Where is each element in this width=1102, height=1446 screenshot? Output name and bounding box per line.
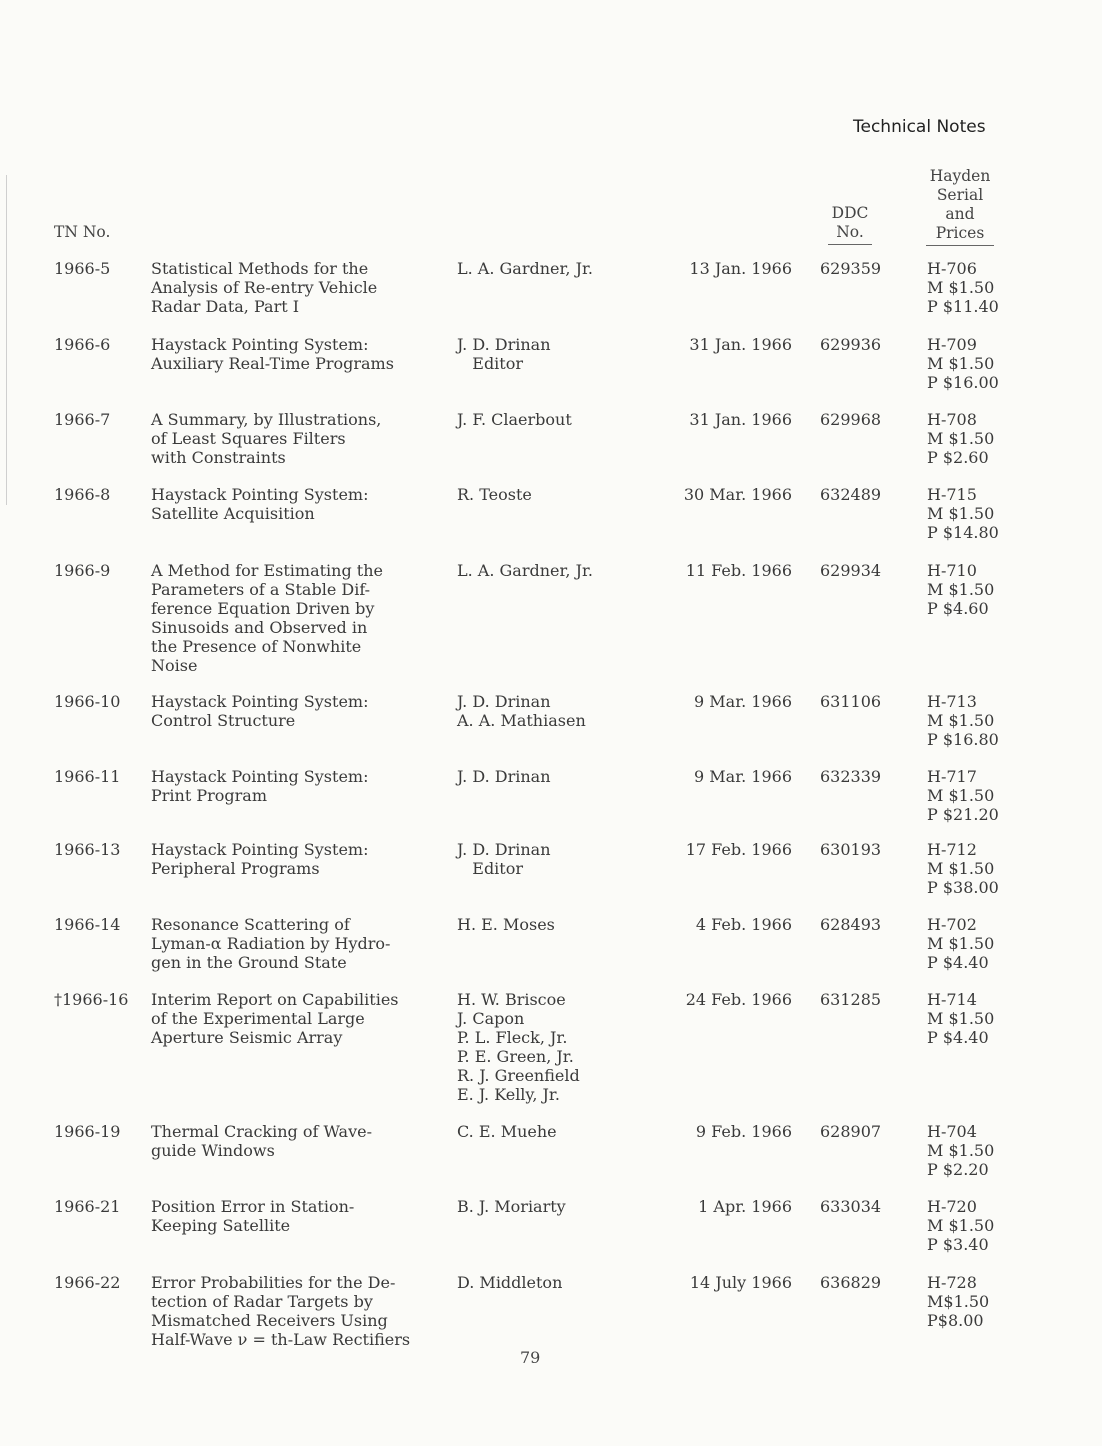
report-title-line: Sinusoids and Observed in (151, 618, 368, 637)
report-title-line: Thermal Cracking of Wave- (151, 1122, 372, 1141)
price-line: M $1.50 (927, 580, 995, 599)
author-line: H. W. Briscoe (457, 990, 566, 1009)
ddc-number: 631106 (820, 692, 882, 711)
price-line: M $1.50 (927, 354, 995, 373)
author-line: P. L. Fleck, Jr. (457, 1028, 568, 1047)
report-date: 9 Mar. 1966 (694, 767, 792, 786)
report-date: 9 Feb. 1966 (695, 1122, 792, 1141)
price-line: M $1.50 (927, 711, 995, 730)
report-date: 14 July 1966 (689, 1273, 792, 1292)
tn-number: 1966-14 (54, 915, 121, 934)
report-title-line: Keeping Satellite (151, 1216, 291, 1235)
ddc-number: 629359 (820, 259, 882, 278)
report-date: 9 Mar. 1966 (694, 692, 792, 711)
author-line: R. Teoste (457, 485, 532, 504)
report-title-line: Error Probabilities for the De- (151, 1273, 396, 1292)
price-line: H-704 (927, 1122, 977, 1141)
tn-number: 1966-21 (54, 1197, 121, 1216)
column-header-ddc-line: No. (836, 223, 864, 241)
report-title-line: of Least Squares Filters (151, 429, 346, 448)
hayden-prices (927, 335, 999, 392)
price-line: P $11.40 (927, 297, 999, 316)
price-line: H-706 (927, 259, 977, 278)
column-header-ddc-line: DDC (831, 204, 869, 222)
ddc-number: 636829 (820, 1273, 882, 1292)
report-date: 1 Apr. 1966 (698, 1197, 792, 1216)
report-title-line: A Summary, by Illustrations, (151, 410, 382, 429)
author-line: P. E. Green, Jr. (457, 1047, 574, 1066)
price-line: M $1.50 (927, 278, 995, 297)
ddc-number: 629936 (820, 335, 882, 354)
ddc-number: 628493 (820, 915, 882, 934)
tn-number: 1966-13 (54, 840, 121, 859)
report-title-line: Parameters of a Stable Dif- (151, 580, 371, 599)
column-header-hayden-line: and (945, 205, 975, 223)
hayden-prices (927, 485, 999, 542)
authors (457, 410, 572, 429)
author-line: L. A. Gardner, Jr. (457, 561, 593, 580)
report-title (151, 1122, 372, 1160)
report-title-line: Aperture Seismic Array (151, 1028, 343, 1047)
report-date: 4 Feb. 1966 (695, 915, 792, 934)
hayden-prices (927, 1197, 994, 1254)
tn-number: 1966-7 (54, 410, 111, 429)
ddc-number: 630193 (820, 840, 882, 859)
report-date: 17 Feb. 1966 (685, 840, 792, 859)
ddc-number: 629968 (820, 410, 882, 429)
report-title-line: Haystack Pointing System: (151, 840, 369, 859)
price-line: H-715 (927, 485, 977, 504)
price-line: P$8.00 (927, 1311, 984, 1330)
price-line: H-702 (927, 915, 977, 934)
report-title-line: of the Experimental Large (151, 1009, 365, 1028)
author-line: E. J. Kelly, Jr. (457, 1085, 560, 1104)
ddc-number: 628907 (820, 1122, 882, 1141)
report-title (151, 1273, 410, 1349)
report-title-line: Resonance Scattering of (151, 915, 350, 934)
report-title-line: ference Equation Driven by (151, 599, 375, 618)
report-title-line: guide Windows (151, 1141, 275, 1160)
authors (457, 485, 532, 504)
report-title-line: Analysis of Re-entry Vehicle (151, 278, 378, 297)
report-title (151, 692, 368, 730)
report-title-line: gen in the Ground State (151, 953, 347, 972)
report-date: 30 Mar. 1966 (683, 485, 792, 504)
price-line: H-720 (927, 1197, 977, 1216)
report-title-line: Noise (151, 656, 198, 675)
column-header-hayden-line: Hayden (929, 167, 991, 185)
page-number: 79 (520, 1348, 541, 1367)
author-line: J. D. Drinan (457, 692, 551, 711)
column-header-hayden (926, 167, 994, 246)
price-line: P $21.20 (927, 805, 999, 824)
authors (457, 767, 551, 786)
hayden-prices (927, 561, 994, 618)
section-title: Technical Notes (853, 117, 986, 137)
price-line: P $2.60 (927, 448, 989, 467)
hayden-prices (927, 692, 999, 749)
price-line: M$1.50 (927, 1292, 990, 1311)
column-header-hayden-line: Serial (936, 186, 984, 204)
report-title-line: Haystack Pointing System: (151, 485, 369, 504)
tn-number: 1966-6 (54, 335, 111, 354)
author-line: B. J. Moriarty (457, 1197, 566, 1216)
price-line: P $16.80 (927, 730, 999, 749)
price-line: H-714 (927, 990, 977, 1009)
author-line: Editor (457, 859, 524, 878)
author-line: H. E. Moses (457, 915, 555, 934)
report-title-line: A Method for Estimating the (151, 561, 384, 580)
price-line: P $38.00 (927, 878, 999, 897)
report-title (151, 1197, 354, 1235)
report-title-line: the Presence of Nonwhite (151, 637, 362, 656)
authors (457, 692, 586, 730)
hayden-prices (927, 840, 999, 897)
column-header-hayden-line: Prices (935, 224, 985, 242)
price-line: H-713 (927, 692, 977, 711)
tn-number: 1966-19 (54, 1122, 121, 1141)
tn-number: 1966-11 (54, 767, 121, 786)
report-title-line: Print Program (151, 786, 267, 805)
price-line: H-728 (927, 1273, 977, 1292)
author-line: C. E. Muehe (457, 1122, 557, 1141)
price-line: M $1.50 (927, 1141, 995, 1160)
price-line: P $4.40 (927, 1028, 989, 1047)
price-line: M $1.50 (927, 504, 995, 523)
report-title-line: Satellite Acquisition (151, 504, 315, 523)
hayden-prices (927, 410, 994, 467)
author-line: R. J. Greenfield (457, 1066, 580, 1085)
report-title-line: Half-Wave ν = th-Law Rectifiers (151, 1330, 411, 1349)
tn-number: 1966-22 (54, 1273, 121, 1292)
report-title (151, 915, 390, 972)
price-line: H-717 (927, 767, 977, 786)
hayden-prices (927, 915, 994, 972)
tn-number: 1966-8 (54, 485, 111, 504)
authors (457, 990, 580, 1104)
price-line: H-710 (927, 561, 977, 580)
author-line: Editor (457, 354, 524, 373)
authors (457, 1273, 562, 1292)
authors (457, 335, 551, 373)
report-title-line: Haystack Pointing System: (151, 335, 369, 354)
hayden-prices (927, 1273, 989, 1330)
report-title-line: Control Structure (151, 711, 296, 730)
report-title (151, 561, 383, 675)
report-title (151, 335, 394, 373)
hayden-prices (927, 1122, 994, 1179)
report-title-line: tection of Radar Targets by (151, 1292, 373, 1311)
ddc-number: 631285 (820, 990, 882, 1009)
ddc-number: 629934 (820, 561, 882, 580)
column-header-tn: TN No. (54, 223, 111, 241)
authors (457, 915, 555, 934)
author-line: J. F. Claerbout (457, 410, 572, 429)
tn-number: †1966-16 (54, 990, 129, 1009)
price-line: H-708 (927, 410, 977, 429)
price-line: H-709 (927, 335, 977, 354)
report-title-line: Interim Report on Capabilities (151, 990, 399, 1009)
report-date: 24 Feb. 1966 (685, 990, 792, 1009)
price-line: M $1.50 (927, 934, 995, 953)
author-line: J. D. Drinan (457, 840, 551, 859)
authors (457, 1197, 566, 1216)
price-line: P $4.40 (927, 953, 989, 972)
price-line: M $1.50 (927, 1216, 995, 1235)
report-date: 11 Feb. 1966 (685, 561, 792, 580)
report-title (151, 410, 381, 467)
report-title-line: Haystack Pointing System: (151, 692, 369, 711)
price-line: M $1.50 (927, 786, 995, 805)
ddc-number: 633034 (820, 1197, 882, 1216)
report-date: 13 Jan. 1966 (689, 259, 792, 278)
report-date: 31 Jan. 1966 (689, 335, 792, 354)
report-title-line: Mismatched Receivers Using (151, 1311, 388, 1330)
author-line: L. A. Gardner, Jr. (457, 259, 593, 278)
authors (457, 1122, 557, 1141)
price-line: M $1.50 (927, 1009, 995, 1028)
report-title-line: with Constraints (151, 448, 286, 467)
report-title-line: Position Error in Station- (151, 1197, 355, 1216)
price-line: M $1.50 (927, 859, 995, 878)
report-title-line: Auxiliary Real-Time Programs (151, 354, 394, 373)
ddc-number: 632339 (820, 767, 882, 786)
report-title (151, 485, 368, 523)
hayden-prices (927, 990, 994, 1047)
hayden-prices (927, 767, 999, 824)
price-line: P $2.20 (927, 1160, 989, 1179)
report-title-line: Peripheral Programs (151, 859, 320, 878)
authors (457, 561, 593, 580)
tn-number: 1966-10 (54, 692, 121, 711)
author-line: J. D. Drinan (457, 335, 551, 354)
author-line: J. D. Drinan (457, 767, 551, 786)
price-line: P $16.00 (927, 373, 999, 392)
ddc-number: 632489 (820, 485, 882, 504)
price-line: H-712 (927, 840, 977, 859)
column-header-ddc (828, 204, 872, 245)
price-line: P $3.40 (927, 1235, 989, 1254)
hayden-prices (927, 259, 999, 316)
author-line: D. Middleton (457, 1273, 563, 1292)
report-title (151, 840, 368, 878)
tn-number: 1966-5 (54, 259, 111, 278)
authors (457, 840, 551, 878)
report-title-line: Haystack Pointing System: (151, 767, 369, 786)
report-date: 31 Jan. 1966 (689, 410, 792, 429)
price-line: P $4.60 (927, 599, 989, 618)
report-title-line: Radar Data, Part I (151, 297, 300, 316)
author-line: J. Capon (457, 1009, 525, 1028)
author-line: A. A. Mathiasen (457, 711, 586, 730)
authors (457, 259, 593, 278)
tn-number: 1966-9 (54, 561, 111, 580)
report-title-line: Statistical Methods for the (151, 259, 369, 278)
report-title-line: Lyman-α Radiation by Hydro- (151, 934, 391, 953)
report-title (151, 767, 368, 805)
margin-mark (6, 175, 7, 505)
report-title (151, 990, 399, 1047)
price-line: M $1.50 (927, 429, 995, 448)
price-line: P $14.80 (927, 523, 999, 542)
report-title (151, 259, 377, 316)
